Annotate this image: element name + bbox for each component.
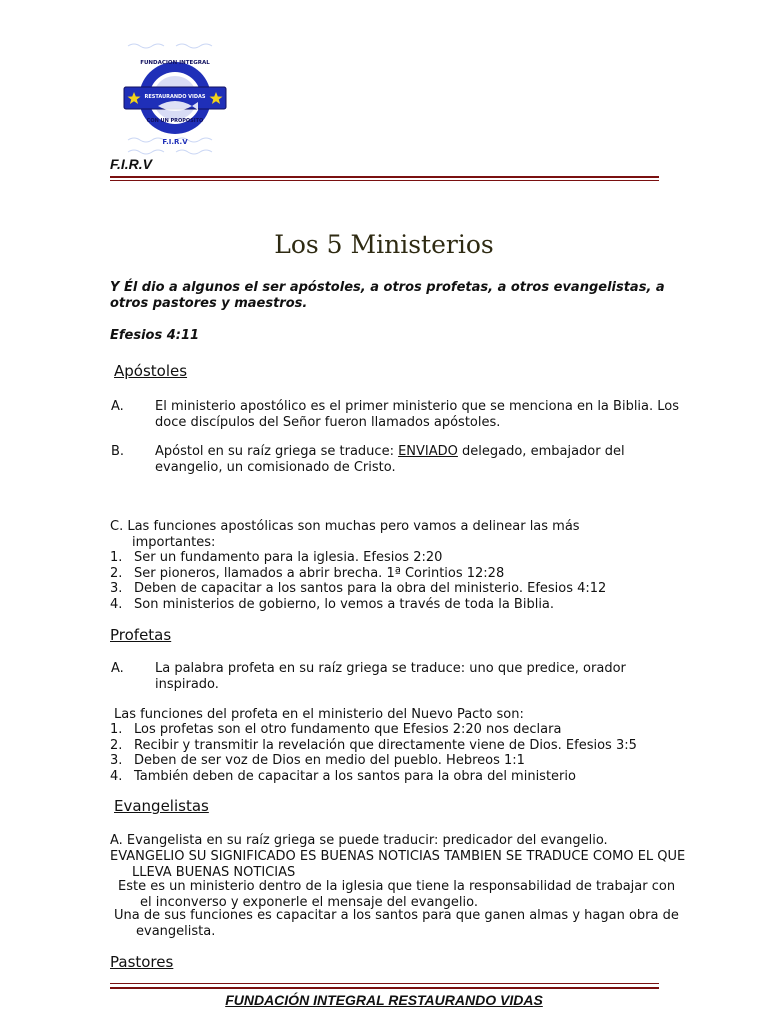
apostoles-item-a bbox=[111, 399, 685, 430]
header-org-short: F.I.R.V bbox=[110, 156, 153, 172]
list-item: 3. Deben de capacitar a los santos para la obra del ministerio. Efesios 4:12 bbox=[110, 581, 607, 596]
evangelistas-paragraph-2: EVANGELIO SU SIGNIFICADO ES BUENAS NOTICIAS TAMBIEN SE TRADUCE COMO EL QUE LLEVA BUENAS NOTICIAS bbox=[110, 849, 686, 880]
list-item: 1. Los profetas son el otro fundamento que Efesios 2:20 nos declara bbox=[110, 722, 562, 737]
header-divider-thin bbox=[110, 180, 659, 181]
section-heading-evangelistas: Evangelistas bbox=[114, 797, 209, 815]
item-text: La palabra profeta en su raíz griega se traduce: uno que predice, orador inspirado. bbox=[155, 661, 626, 692]
apostoles-item-b bbox=[111, 444, 655, 475]
list-item: 4. También deben de capacitar a los santos para la obra del ministerio bbox=[110, 768, 576, 784]
section-heading-pastores: Pastores bbox=[110, 953, 174, 971]
item-text: El ministerio apostólico es el primer ministerio que se menciona en la Biblia. Los doce discípulos del Señor fueron llamados apóstoles. bbox=[155, 399, 680, 430]
evangelistas-paragraph-1: A. Evangelista en su raíz griega se puede traducir: predicador del evangelio. bbox=[110, 833, 608, 848]
list-item: 1. Ser un fundamento para la iglesia. Efesios 2:20 bbox=[110, 550, 443, 565]
footer-divider-thin bbox=[110, 983, 659, 984]
list-item: 2. Recibir y transmitir la revelación que directamente viene de Dios. Efesios 3:5 bbox=[110, 737, 637, 753]
profetas-intro: Las funciones del profeta en el ministerio del Nuevo Pacto son: bbox=[114, 707, 524, 722]
item-text-underlined: ENVIADO bbox=[398, 444, 458, 459]
evangelistas-paragraph-3: Este es un ministerio dentro de la iglesia que tiene la responsabilidad de trabajar con el inconverso y exponerle el mensaje del evangelio. bbox=[118, 879, 676, 910]
item-label: A. bbox=[111, 399, 124, 414]
logo-ring-top-text: FUNDACION INTEGRAL bbox=[140, 60, 210, 66]
item-text-post: delegado, embajador del evangelio, un comisionado de Cristo. bbox=[155, 444, 625, 475]
apostoles-item-c: C. Las funciones apostólicas son muchas pero vamos a delinear las más importantes: bbox=[110, 519, 580, 550]
header-divider bbox=[110, 176, 659, 178]
logo-caption: F.I.R.V bbox=[162, 138, 188, 146]
item-label: B. bbox=[111, 444, 125, 459]
profetas-functions-list bbox=[110, 722, 670, 784]
footer-org-name: FUNDACIÓN INTEGRAL RESTAURANDO VIDAS bbox=[225, 992, 543, 1008]
organization-logo bbox=[120, 40, 230, 160]
list-item: 4. Son ministerios de gobierno, lo vemos a través de toda la Biblia. bbox=[110, 596, 555, 612]
list-item: 3. Deben de ser voz de Dios en medio del pueblo. Hebreos 1:1 bbox=[110, 753, 525, 768]
evangelistas-paragraph-4: Una de sus funciones es capacitar a los santos para que ganen almas y hagan obra de evangelista. bbox=[114, 908, 679, 939]
list-item: 2. Ser pioneros, llamados a abrir brecha. 1ª Corintios 12:28 bbox=[110, 565, 505, 581]
page-title: Los 5 Ministerios bbox=[274, 230, 494, 259]
verse-reference: Efesios 4:11 bbox=[110, 328, 200, 343]
logo-ring-bottom-text: CON UN PROPOSITO bbox=[146, 118, 204, 124]
item-text-pre: Apóstol en su raíz griega se traduce: bbox=[155, 444, 399, 459]
verse-text: Y Él dio a algunos el ser apóstoles, a otros profetas, a otros evangelistas, a otros pastores y maestros. bbox=[110, 280, 665, 311]
profetas-item-a bbox=[111, 661, 655, 692]
logo-banner-text: RESTAURANDO VIDAS bbox=[144, 94, 206, 100]
section-heading-profetas: Profetas bbox=[110, 626, 172, 644]
section-heading-apostoles: Apóstoles bbox=[114, 362, 188, 380]
footer-divider bbox=[110, 987, 659, 989]
item-label: A. bbox=[111, 661, 124, 676]
apostoles-functions-list bbox=[110, 550, 670, 612]
